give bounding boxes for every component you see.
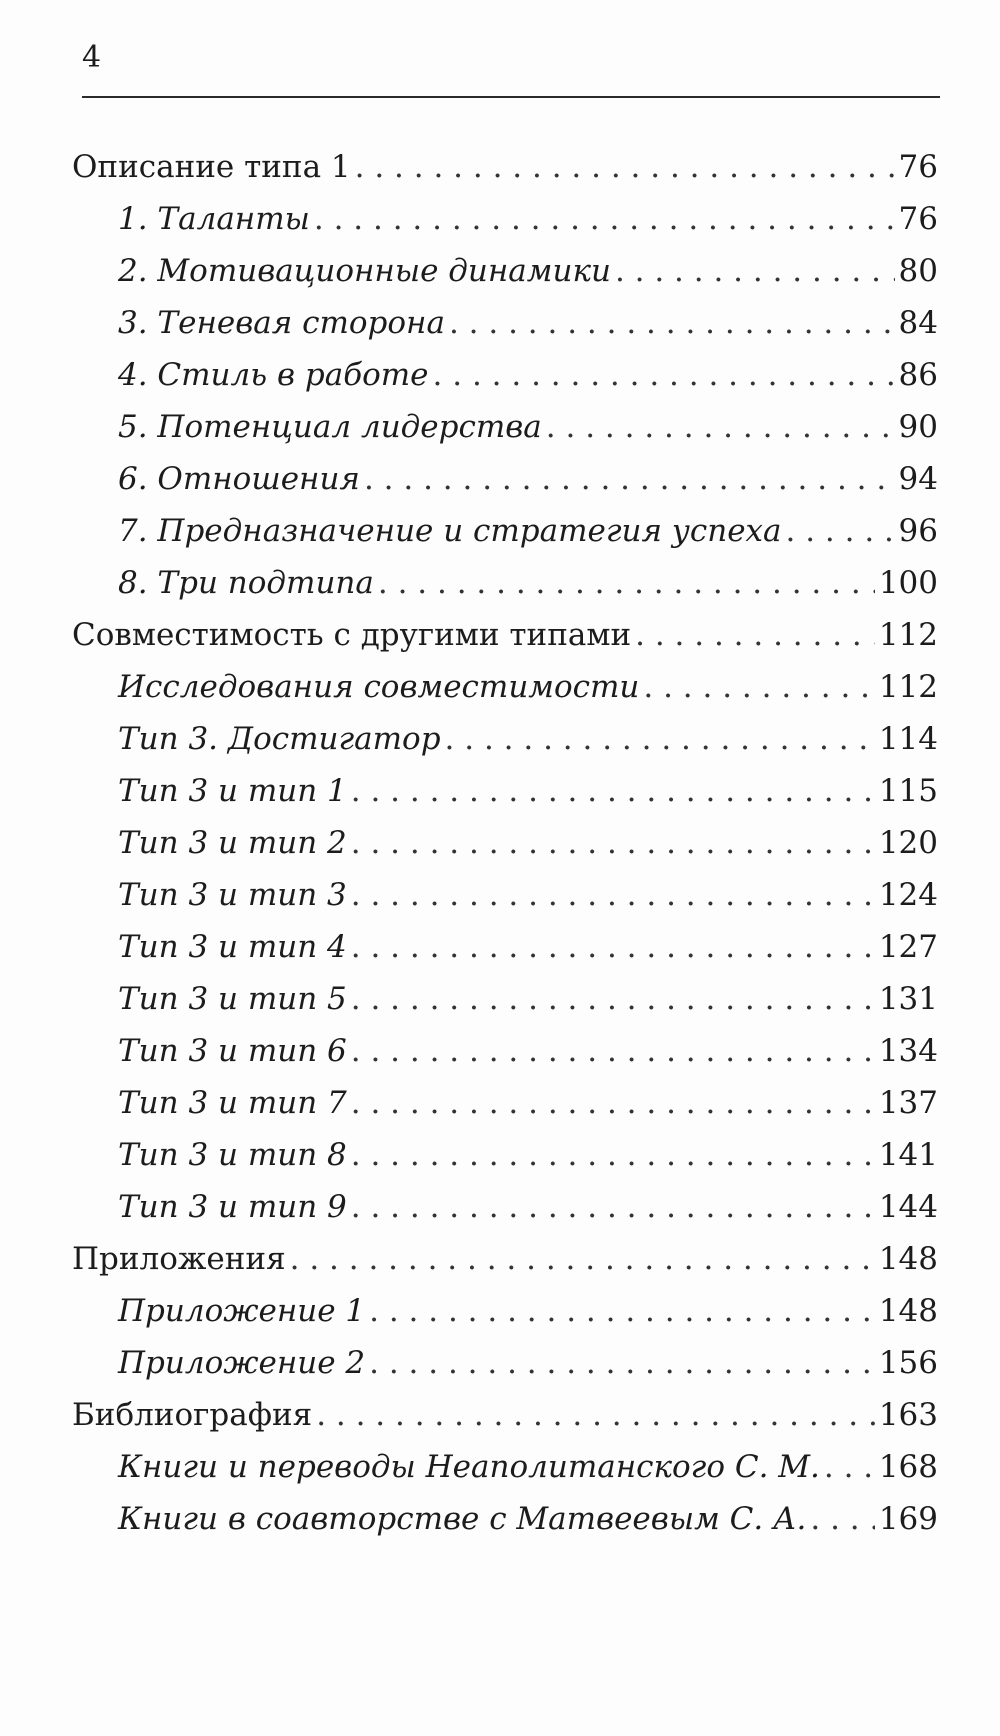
toc-dot-leader <box>546 401 895 453</box>
toc-entry-title: Тип 3 и тип 1 <box>118 773 347 809</box>
toc-entry-page: 90 <box>898 409 938 445</box>
toc-entry-title: Приложение 2 <box>118 1345 366 1381</box>
toc-dot-leader <box>351 1025 875 1077</box>
toc-entry-page: 112 <box>878 617 938 653</box>
toc-dot-leader <box>810 1493 874 1545</box>
toc-entry <box>72 297 938 349</box>
toc-dot-leader <box>369 1337 875 1389</box>
toc-entry-title: 8. Три подтипа <box>118 565 374 601</box>
toc-dot-leader <box>369 1285 875 1337</box>
toc-entry-title: Исследования совместимости <box>118 669 640 705</box>
toc-dot-leader <box>786 505 895 557</box>
toc-entry <box>72 1077 938 1129</box>
toc-entry-title: Описание типа 1 <box>72 149 351 185</box>
toc-entry <box>72 869 938 921</box>
toc-entry-title: Тип 3 и тип 6 <box>118 1033 347 1069</box>
toc-dot-leader <box>351 973 875 1025</box>
toc-entry-page: 86 <box>898 357 938 393</box>
toc-entry-title: Приложения <box>72 1241 286 1277</box>
toc-dot-leader <box>445 713 875 765</box>
toc-entry-title: Библиография <box>72 1397 313 1433</box>
toc-entry <box>72 141 938 193</box>
toc-entry-title: Книги в соавторстве с Матвеевым С. А. <box>118 1501 807 1537</box>
toc-dot-leader <box>351 1181 875 1233</box>
toc-entry <box>72 765 938 817</box>
toc-dot-leader <box>449 297 895 349</box>
toc-entry-title: Тип 3 и тип 3 <box>118 877 347 913</box>
toc-entry-page: 131 <box>878 981 938 1017</box>
toc-entry-page: 84 <box>898 305 938 341</box>
toc-entry-page: 112 <box>878 669 938 705</box>
header-rule <box>82 96 940 98</box>
toc-entry <box>72 1337 938 1389</box>
toc-entry-title: 1. Таланты <box>118 201 310 237</box>
toc-entry <box>72 1233 938 1285</box>
toc-entry-title: 3. Теневая сторона <box>118 305 445 341</box>
toc-entry <box>72 1285 938 1337</box>
toc-dot-leader <box>351 1129 875 1181</box>
toc-dot-leader <box>433 349 895 401</box>
toc-entry <box>72 505 938 557</box>
toc-entry-title: Книги и переводы Неаполитанского С. М. <box>118 1449 820 1485</box>
toc-entry-title: Тип 3 и тип 7 <box>118 1085 347 1121</box>
toc-entry <box>72 713 938 765</box>
toc-entry-title: Тип 3 и тип 8 <box>118 1137 347 1173</box>
toc-entry-page: 148 <box>878 1293 938 1329</box>
toc-entry-page: 163 <box>878 1397 938 1433</box>
toc-entry-title: Приложение 1 <box>118 1293 366 1329</box>
toc-entry-title: 6. Отношения <box>118 461 360 497</box>
toc-entry-page: 127 <box>878 929 938 965</box>
toc-entry-page: 120 <box>878 825 938 861</box>
toc-entry-page: 114 <box>878 721 938 757</box>
toc-entry <box>72 973 938 1025</box>
toc-entry <box>72 557 938 609</box>
toc-entry-page: 100 <box>878 565 938 601</box>
toc-entry-page: 168 <box>878 1449 938 1485</box>
toc-dot-leader <box>351 869 875 921</box>
toc-entry <box>72 401 938 453</box>
toc-entry <box>72 349 938 401</box>
toc-dot-leader <box>355 141 895 193</box>
toc-dot-leader <box>316 1389 875 1441</box>
toc-dot-leader <box>351 765 875 817</box>
toc-entry <box>72 1389 938 1441</box>
toc-entry-page: 156 <box>878 1345 938 1381</box>
toc-dot-leader <box>314 193 895 245</box>
toc-entry-page: 96 <box>898 513 938 549</box>
toc-entry-page: 169 <box>878 1501 938 1537</box>
toc-entry-title: 4. Стиль в работе <box>118 357 429 393</box>
toc-dot-leader <box>290 1233 875 1285</box>
toc-entry <box>72 921 938 973</box>
toc-entry-title: 2. Мотивационные динамики <box>118 253 611 289</box>
toc-entry <box>72 1181 938 1233</box>
toc-entry <box>72 193 938 245</box>
toc-entry-page: 124 <box>878 877 938 913</box>
toc-dot-leader <box>364 453 895 505</box>
toc-entry-title: Тип 3 и тип 2 <box>118 825 347 861</box>
toc-entry <box>72 817 938 869</box>
toc-entry <box>72 1441 938 1493</box>
toc-dot-leader <box>351 921 875 973</box>
page-number: 4 <box>82 40 102 75</box>
toc-entry-title: Тип 3 и тип 5 <box>118 981 347 1017</box>
toc-entry-title: 5. Потенциал лидерства <box>118 409 542 445</box>
toc-entry <box>72 1493 938 1545</box>
toc-entry-title: Тип 3. Достигатор <box>118 721 441 757</box>
toc-entry <box>72 661 938 713</box>
table-of-contents <box>72 141 938 1545</box>
toc-entry-page: 141 <box>878 1137 938 1173</box>
toc-entry-page: 80 <box>898 253 938 289</box>
toc-entry-page: 94 <box>898 461 938 497</box>
toc-entry-page: 76 <box>898 201 938 237</box>
toc-entry <box>72 245 938 297</box>
toc-entry-page: 115 <box>878 773 938 809</box>
toc-dot-leader <box>351 1077 875 1129</box>
toc-entry <box>72 1129 938 1181</box>
toc-dot-leader <box>635 609 875 661</box>
toc-dot-leader <box>351 817 875 869</box>
toc-entry <box>72 609 938 661</box>
toc-dot-leader <box>378 557 875 609</box>
toc-dot-leader <box>615 245 895 297</box>
toc-entry-page: 148 <box>878 1241 938 1277</box>
toc-entry-page: 137 <box>878 1085 938 1121</box>
toc-entry-page: 76 <box>898 149 938 185</box>
toc-dot-leader <box>824 1441 875 1493</box>
toc-entry-page: 144 <box>878 1189 938 1225</box>
toc-entry-title: Тип 3 и тип 9 <box>118 1189 347 1225</box>
toc-entry-title: Тип 3 и тип 4 <box>118 929 347 965</box>
toc-dot-leader <box>643 661 874 713</box>
toc-entry <box>72 453 938 505</box>
toc-entry-title: Совместимость с другими типами <box>72 617 632 653</box>
toc-entry-title: 7. Предназначение и стратегия успеха <box>118 513 782 549</box>
toc-entry-page: 134 <box>878 1033 938 1069</box>
toc-entry <box>72 1025 938 1077</box>
